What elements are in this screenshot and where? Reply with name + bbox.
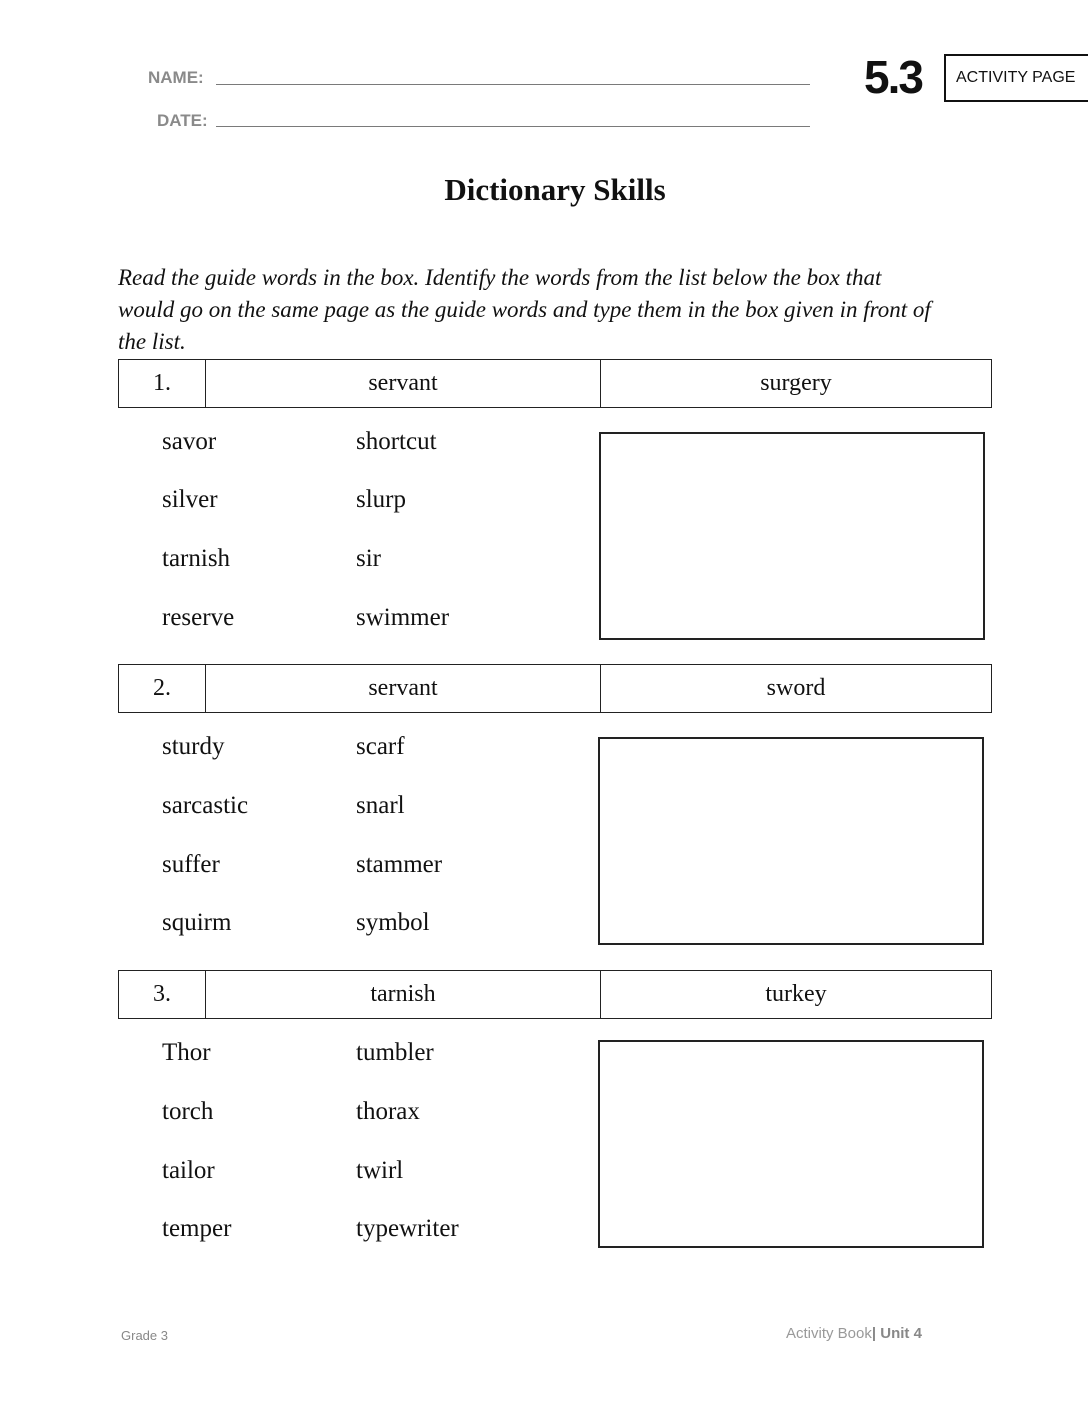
list-word: typewriter <box>356 1215 459 1242</box>
name-label: NAME: <box>148 68 204 87</box>
list-word: tailor <box>162 1157 215 1184</box>
list-word: shortcut <box>356 428 437 455</box>
list-word: sturdy <box>162 733 225 760</box>
name-field[interactable] <box>216 84 810 85</box>
date-label: DATE: <box>157 111 208 130</box>
list-word: sarcastic <box>162 792 249 819</box>
list-word: torch <box>162 1098 214 1125</box>
guide-words-row-1 <box>118 359 992 408</box>
list-word: tumbler <box>356 1039 434 1066</box>
date-field[interactable] <box>216 126 810 127</box>
list-word: stammer <box>356 851 443 878</box>
instructions: Read the guide words in the box. Identify the words from the list below the box that would go on the same page as the guide words and type them in the box given in front of the list. <box>118 265 931 354</box>
list-word: twirl <box>356 1157 404 1184</box>
footer-grade: Grade 3 <box>121 1328 168 1343</box>
list-word: thorax <box>356 1098 420 1125</box>
list-word: scarf <box>356 733 405 760</box>
answer-box-3[interactable] <box>598 1040 984 1248</box>
guide-word-last: surgery <box>760 370 832 396</box>
footer-unit: Unit 4 <box>880 1325 922 1342</box>
activity-page-badge <box>944 54 1088 102</box>
guide-word-first: servant <box>206 665 601 712</box>
list-word: silver <box>162 486 218 513</box>
activity-page-label: ACTIVITY PAGE <box>956 69 1076 86</box>
section-number: 3. <box>119 971 206 1018</box>
guide-words-row-2 <box>118 664 992 713</box>
list-word: Thor <box>162 1039 211 1066</box>
page-title: Dictionary Skills <box>444 172 666 207</box>
list-word: sir <box>356 545 381 572</box>
list-word: tarnish <box>162 545 231 572</box>
list-word: suffer <box>162 851 220 878</box>
list-word: savor <box>162 428 217 455</box>
footer-book-title: Activity Book <box>786 1325 872 1342</box>
guide-word-first: tarnish <box>206 971 601 1018</box>
section-number: 2. <box>119 665 206 712</box>
footer-separator: | <box>871 1325 877 1342</box>
answer-box-2[interactable] <box>598 737 984 945</box>
list-word: slurp <box>356 486 406 513</box>
guide-word-last: sword <box>766 675 826 701</box>
answer-box-1[interactable] <box>599 432 985 640</box>
list-word: symbol <box>356 909 430 936</box>
guide-word-first: servant <box>206 360 601 407</box>
list-word: reserve <box>162 604 235 631</box>
section-number: 1. <box>119 360 206 407</box>
list-word: snarl <box>356 792 405 819</box>
guide-word-last: turkey <box>765 981 827 1007</box>
guide-words-row-3 <box>118 970 992 1019</box>
list-word: temper <box>162 1215 232 1242</box>
footer-book <box>786 1325 922 1342</box>
list-word: squirm <box>162 909 232 936</box>
activity-number: 5.3 <box>864 51 922 103</box>
list-word: swimmer <box>356 604 450 631</box>
